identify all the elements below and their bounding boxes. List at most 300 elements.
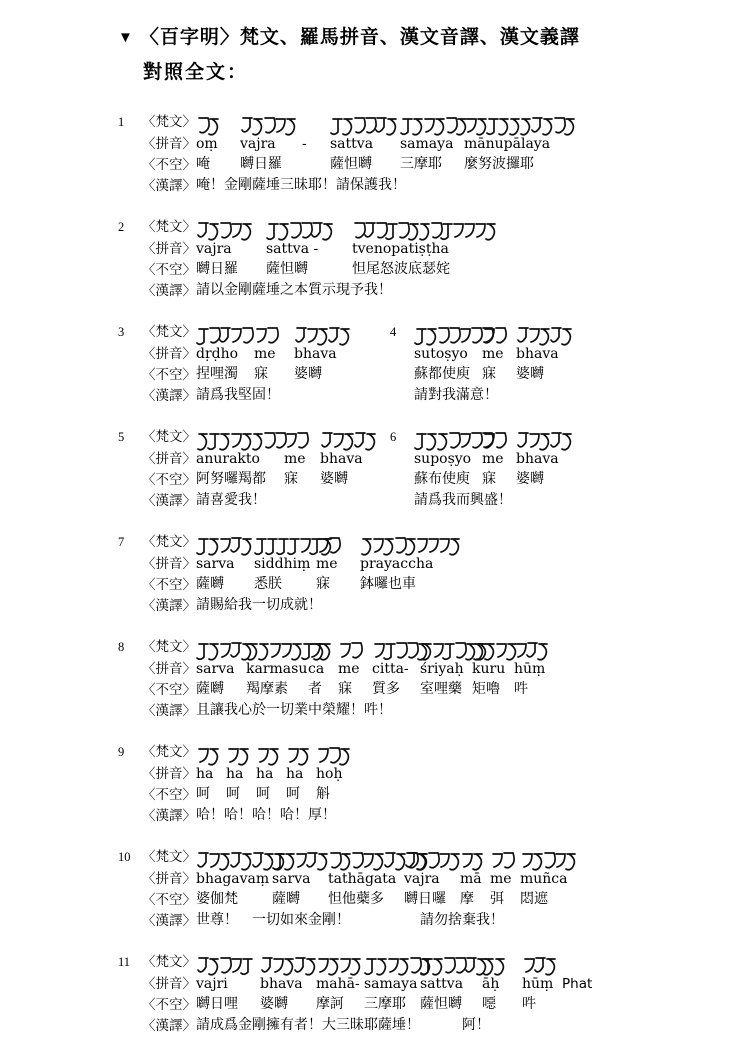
pinyin-word: mā	[460, 871, 482, 887]
siddham-script-glyph	[522, 952, 559, 976]
siddham-script-glyph	[482, 322, 508, 346]
bukong-word: 婆嚩	[516, 472, 544, 487]
bukong-word: 三摩耶	[364, 997, 406, 1012]
mantra-section	[390, 320, 576, 406]
siddham-script-glyph	[196, 952, 255, 976]
siddham-script-glyph	[400, 112, 470, 136]
translation-row	[142, 280, 728, 301]
bukong-word: 噁	[482, 997, 496, 1012]
section-body	[142, 320, 390, 406]
syllable-column	[196, 740, 226, 805]
bukong-word: 薩怛嚩	[266, 262, 308, 277]
siddham-word	[260, 950, 316, 974]
siddham-script-glyph	[316, 952, 364, 976]
pinyin-word: me	[482, 451, 504, 467]
siddham-word	[316, 740, 360, 764]
siddham-script-glyph	[316, 742, 353, 766]
pinyin-word: mānupālaya	[464, 136, 551, 152]
mantra-section	[118, 950, 728, 1036]
bukong-word: 嚩日羅	[196, 262, 238, 277]
pinyin-word: bhava	[294, 346, 337, 362]
bukong-word: 薩嚩	[196, 682, 224, 697]
siddham-word	[514, 635, 554, 659]
pinyin-word: Phat	[562, 976, 593, 992]
pinyin-word: tathāgata	[328, 871, 397, 887]
pinyin-row-label: 〈拼音〉	[142, 871, 196, 886]
siddham-word	[284, 425, 320, 449]
section-number: 10	[118, 850, 131, 864]
section-number: 11	[118, 955, 131, 969]
syllable-column	[256, 740, 286, 805]
syllable-column	[196, 530, 254, 595]
section-body	[414, 425, 576, 511]
siddham-word	[320, 425, 380, 449]
section-block	[118, 530, 728, 616]
siddham-word	[246, 635, 308, 659]
siddham-script-glyph	[482, 952, 508, 976]
sanskrit-row-label: 〈梵文〉	[142, 744, 196, 759]
sanskrit-row-label: 〈梵文〉	[142, 429, 196, 444]
pinyin-word: vajra	[240, 136, 276, 152]
siddham-word	[254, 320, 294, 344]
syllable-column	[464, 110, 586, 175]
mantra-section	[118, 845, 728, 931]
siddham-word	[286, 740, 316, 764]
syllable-column	[414, 320, 482, 385]
translation-text: 請爲我堅固！	[196, 388, 280, 403]
bukong-word: 麼努波攞耶	[464, 157, 534, 172]
bukong-word	[562, 994, 608, 1015]
section-number: 9	[118, 745, 125, 759]
section-body	[142, 425, 390, 511]
siddham-word	[240, 110, 302, 134]
syllable-column	[328, 845, 404, 910]
pinyin-word: me	[284, 451, 306, 467]
bukong-word: 室哩藥	[420, 682, 462, 697]
syllable-column	[360, 530, 456, 595]
siddham-script-glyph	[240, 112, 299, 136]
pinyin-word: sattva	[330, 136, 374, 152]
syllable-column	[196, 845, 272, 910]
mantra-section	[118, 425, 390, 511]
pinyin-word: ca	[308, 661, 325, 677]
pinyin-word: vajri	[196, 976, 228, 992]
bukong-row-label: 〈不空〉	[142, 682, 196, 697]
translation-text: 請喜愛我！	[196, 493, 266, 508]
bukong-word: 寐	[316, 577, 330, 592]
bukong-word: 嚩日哩	[196, 997, 238, 1012]
syllable-column	[520, 845, 582, 910]
siddham-script-glyph	[404, 847, 463, 871]
pinyin-word: āḥ	[482, 976, 500, 992]
bukong-word: 婆嚩	[260, 997, 288, 1012]
section-block	[118, 635, 728, 721]
pinyin-word: kuru	[472, 661, 506, 677]
bukong-word: 阿努囉羯都	[196, 472, 266, 487]
syllable-column	[482, 425, 516, 490]
bukong-word: 悉朕	[254, 577, 282, 592]
mantra-section	[118, 320, 390, 406]
bukong-row-label: 〈不空〉	[142, 262, 196, 277]
hanyi-row-label: 〈漢譯〉	[142, 703, 196, 718]
hanyi-row-label: 〈漢譯〉	[142, 283, 196, 298]
pinyin-word: samaya	[364, 976, 418, 992]
syllable-column	[338, 635, 372, 700]
bukong-word: 呵	[226, 787, 240, 802]
translation-text: 世尊！ 一切如來金剛！ 請勿捨棄我！	[196, 913, 504, 928]
section-number: 2	[118, 220, 125, 234]
siddham-word	[460, 845, 490, 869]
pinyin-word: citta-	[372, 661, 409, 677]
siddham-script-glyph	[472, 637, 520, 661]
pinyin-word: bhava	[260, 976, 303, 992]
section-block-pair	[118, 425, 728, 511]
siddham-script-glyph	[516, 322, 575, 346]
siddham-script-glyph	[196, 427, 288, 451]
siddham-script-glyph	[226, 742, 252, 766]
bukong-word: 弭	[490, 892, 504, 907]
bukong-row-label: 〈不空〉	[142, 367, 196, 382]
translation-row	[414, 385, 576, 406]
bukong-word: 寐	[284, 472, 298, 487]
siddham-script-glyph	[320, 427, 379, 451]
siddham-word	[562, 950, 608, 974]
syllable-column	[302, 110, 330, 175]
bukong-word: 寐	[482, 472, 496, 487]
syllable-column	[226, 740, 256, 805]
syllable-column	[254, 530, 316, 595]
siddham-word	[522, 950, 562, 974]
section-grid	[142, 530, 728, 595]
siddham-word	[196, 110, 240, 134]
section-grid	[142, 425, 390, 490]
mantra-section	[118, 635, 728, 721]
siddham-word	[196, 530, 254, 554]
section-body	[142, 635, 728, 721]
pinyin-row-label: 〈拼音〉	[142, 976, 196, 991]
syllable-column	[246, 635, 308, 700]
pinyin-word: sattva	[420, 976, 464, 992]
pinyin-word: siddhiṃ	[254, 556, 311, 572]
syllable-column	[196, 950, 260, 1015]
siddham-word	[196, 425, 284, 449]
section-grid	[142, 950, 728, 1015]
bukong-word: 蘇布使庾	[414, 472, 470, 487]
syllable-column	[260, 950, 316, 1015]
siddham-script-glyph	[490, 847, 516, 871]
pinyin-word: vajra	[404, 871, 440, 887]
pinyin-word: ha	[196, 766, 214, 782]
translation-text: 請對我滿意！	[414, 388, 498, 403]
mantra-section	[118, 110, 728, 196]
section-grid	[142, 320, 390, 385]
row-labels	[142, 740, 196, 805]
pair-left-half	[118, 425, 390, 511]
siddham-script-glyph	[196, 217, 255, 241]
syllable-column	[266, 215, 352, 280]
syllable-column	[420, 950, 482, 1015]
pinyin-word: me	[254, 346, 276, 362]
section-grid	[142, 845, 728, 910]
siddham-word	[364, 950, 420, 974]
siddham-script-glyph	[330, 112, 400, 136]
siddham-word	[400, 110, 464, 134]
syllable-column	[482, 320, 516, 385]
syllable-column	[516, 425, 576, 490]
hanyi-row-label: 〈漢譯〉	[142, 913, 196, 928]
row-labels	[142, 320, 196, 385]
syllable-column	[352, 215, 512, 280]
mantra-section	[118, 530, 728, 616]
syllable-column	[316, 740, 360, 805]
siddham-script-glyph	[338, 637, 364, 661]
siddham-script-glyph	[514, 637, 551, 661]
siddham-word	[294, 320, 354, 344]
pinyin-word: tvenopatiṣṭha	[352, 241, 449, 257]
section-body	[142, 530, 728, 616]
pinyin-word: muñca	[520, 871, 568, 887]
pinyin-row-label: 〈拼音〉	[142, 346, 196, 361]
syllable-column	[516, 320, 576, 385]
bukong-word: 薩嚩	[196, 577, 224, 592]
pinyin-word: supoṣyo	[414, 451, 472, 467]
syllable-column	[472, 635, 514, 700]
bukong-row-label: 〈不空〉	[142, 472, 196, 487]
syllable-column	[364, 950, 420, 1015]
pinyin-row-label: 〈拼音〉	[142, 136, 196, 151]
syllable-column	[460, 845, 490, 910]
mantra-section	[118, 215, 728, 301]
bukong-word: 寐	[482, 367, 496, 382]
sanskrit-row-label: 〈梵文〉	[142, 324, 196, 339]
translation-text: 哈！哈！哈！哈！厚！	[196, 808, 336, 823]
syllable-column	[420, 635, 472, 700]
bukong-word: 呵	[256, 787, 270, 802]
row-labels	[142, 635, 196, 700]
bukong-word: 質多	[372, 682, 400, 697]
section-body	[142, 110, 728, 196]
pinyin-row-label: 〈拼音〉	[142, 241, 196, 256]
siddham-script-glyph	[460, 847, 486, 871]
syllable-column	[400, 110, 464, 175]
pinyin-word: ha	[256, 766, 274, 782]
hanyi-row-label: 〈漢譯〉	[142, 178, 196, 193]
pinyin-word: bhagavaṃ	[196, 871, 270, 887]
syllable-column	[272, 845, 328, 910]
syllable-column	[286, 740, 316, 805]
siddham-word	[272, 845, 328, 869]
syllable-column	[404, 845, 460, 910]
siddham-script-glyph	[352, 217, 499, 241]
page-title	[118, 22, 728, 49]
page-subtitle: 對照全文：	[143, 62, 249, 83]
bukong-word: 摩	[460, 892, 474, 907]
bukong-word: 悶遮	[520, 892, 548, 907]
bukong-word: 嚩日羅	[240, 157, 282, 172]
translation-text: 且讓我心於一切業中榮耀！吽！	[196, 703, 392, 718]
siddham-word	[420, 635, 472, 659]
syllable-column	[482, 950, 522, 1015]
bukong-word: 蘇都使庾	[414, 367, 470, 382]
section-block	[118, 740, 728, 826]
siddham-word	[414, 320, 482, 344]
siddham-word	[308, 635, 338, 659]
pinyin-word: hoḥ	[316, 766, 343, 782]
pinyin-word: anurakto	[196, 451, 260, 467]
translation-row	[142, 700, 728, 721]
siddham-word	[302, 110, 330, 134]
mantra-sections	[118, 110, 728, 1036]
siddham-word	[256, 740, 286, 764]
pinyin-word: mahā-	[316, 976, 360, 992]
syllable-column	[522, 950, 562, 1015]
bukong-word: 呵	[286, 787, 300, 802]
translation-row	[142, 1015, 728, 1036]
siddham-word	[196, 950, 260, 974]
siddham-word	[516, 425, 576, 449]
pinyin-word: prayaccha	[360, 556, 434, 572]
translation-text: 請以金剛薩埵之本質示現予我！	[196, 283, 392, 298]
syllable-column	[330, 110, 400, 175]
pinyin-word: me	[338, 661, 360, 677]
syllable-column	[316, 530, 360, 595]
syllable-column	[562, 950, 608, 1015]
siddham-word	[472, 635, 514, 659]
syllable-column	[284, 425, 320, 490]
bukong-row-label: 〈不空〉	[142, 997, 196, 1012]
siddham-word	[316, 950, 364, 974]
pinyin-word: -	[302, 136, 307, 152]
siddham-word	[482, 320, 516, 344]
siddham-script-glyph	[520, 847, 579, 871]
syllable-column	[196, 215, 266, 280]
hanyi-row-label: 〈漢譯〉	[142, 598, 196, 613]
siddham-script-glyph	[254, 322, 280, 346]
siddham-script-glyph	[316, 532, 342, 556]
siddham-word	[404, 845, 460, 869]
section-block-pair	[118, 320, 728, 406]
siddham-word	[196, 215, 266, 239]
syllable-column	[414, 425, 482, 490]
section-grid	[142, 110, 728, 175]
bukong-word: 怛他蘗多	[328, 892, 384, 907]
pinyin-row-label: 〈拼音〉	[142, 766, 196, 781]
mantra-section	[118, 740, 728, 826]
triangle-bullet-icon: ▼	[118, 30, 134, 46]
bukong-word: 婆嚩	[516, 367, 544, 382]
hanyi-row-label: 〈漢譯〉	[142, 808, 196, 823]
pinyin-word: hūṃ	[514, 661, 546, 677]
siddham-word	[338, 635, 372, 659]
siddham-word	[372, 635, 420, 659]
siddham-script-glyph	[516, 427, 575, 451]
bukong-word: 羯摩素	[246, 682, 288, 697]
sanskrit-row-label: 〈梵文〉	[142, 849, 196, 864]
pinyin-word: hūṃ	[522, 976, 554, 992]
row-labels	[142, 845, 196, 910]
siddham-word	[516, 320, 576, 344]
pinyin-word: karmasu	[246, 661, 308, 677]
siddham-script-glyph	[196, 532, 255, 556]
pinyin-word: bhava	[516, 346, 559, 362]
pair-left-half	[118, 320, 390, 406]
translation-row	[142, 595, 728, 616]
section-number: 7	[118, 535, 125, 549]
pinyin-word: bhava	[516, 451, 559, 467]
section-grid	[142, 740, 728, 805]
siddham-word	[316, 530, 360, 554]
siddham-script-glyph	[294, 322, 353, 346]
bukong-row-label: 〈不空〉	[142, 157, 196, 172]
pinyin-word: oṃ	[196, 136, 218, 152]
section-number: 1	[118, 115, 125, 129]
bukong-word: 摩訶	[316, 997, 344, 1012]
siddham-word	[352, 215, 512, 239]
pinyin-word: me	[316, 556, 338, 572]
pinyin-row-label: 〈拼音〉	[142, 451, 196, 466]
syllable-column	[320, 425, 380, 490]
section-grid	[142, 215, 728, 280]
sanskrit-row-label: 〈梵文〉	[142, 954, 196, 969]
row-labels	[142, 950, 196, 1015]
syllable-column	[372, 635, 420, 700]
translation-row	[142, 805, 728, 826]
pinyin-word: me	[490, 871, 512, 887]
siddham-word	[520, 845, 582, 869]
siddham-word	[196, 320, 254, 344]
bukong-word: 矩嚕	[472, 682, 500, 697]
translation-text: 請成爲金剛擁有者！大三昧耶薩埵！ 阿！	[196, 1018, 490, 1033]
section-grid	[414, 425, 576, 490]
syllable-column	[240, 110, 302, 175]
siddham-word	[360, 530, 456, 554]
syllable-column	[196, 635, 246, 700]
pinyin-word: samaya	[400, 136, 454, 152]
siddham-script-glyph	[196, 742, 222, 766]
siddham-script-glyph	[260, 952, 319, 976]
translation-row	[142, 490, 390, 511]
row-labels	[142, 530, 196, 595]
sanskrit-row-label: 〈梵文〉	[142, 534, 196, 549]
syllable-column	[254, 320, 294, 385]
siddham-script-glyph	[420, 952, 490, 976]
hanyi-row-label: 〈漢譯〉	[142, 388, 196, 403]
bukong-word: 婆嚩	[320, 472, 348, 487]
siddham-script-glyph	[464, 112, 578, 136]
pinyin-word: sarva	[196, 556, 235, 572]
bukong-word: 婆伽梵	[196, 892, 238, 907]
pinyin-word: śriyaḥ	[420, 661, 464, 677]
translation-row	[142, 175, 728, 196]
bukong-word: 三摩耶	[400, 157, 442, 172]
translation-row	[414, 490, 576, 511]
siddham-script-glyph	[482, 427, 508, 451]
siddham-script-glyph	[308, 637, 334, 661]
section-number: 3	[118, 325, 125, 339]
bukong-row-label: 〈不空〉	[142, 787, 196, 802]
siddham-word	[254, 530, 316, 554]
bukong-row-label: 〈不空〉	[142, 892, 196, 907]
pinyin-word: dṛḍho	[196, 346, 239, 362]
sanskrit-row-label: 〈梵文〉	[142, 219, 196, 234]
section-body	[414, 320, 576, 406]
translation-row	[142, 385, 390, 406]
siddham-word	[420, 950, 482, 974]
bukong-word: 怛尾怒波底瑟姹	[352, 262, 450, 277]
pinyin-word: sutoṣyo	[414, 346, 468, 362]
section-number: 8	[118, 640, 125, 654]
siddham-word	[266, 215, 352, 239]
